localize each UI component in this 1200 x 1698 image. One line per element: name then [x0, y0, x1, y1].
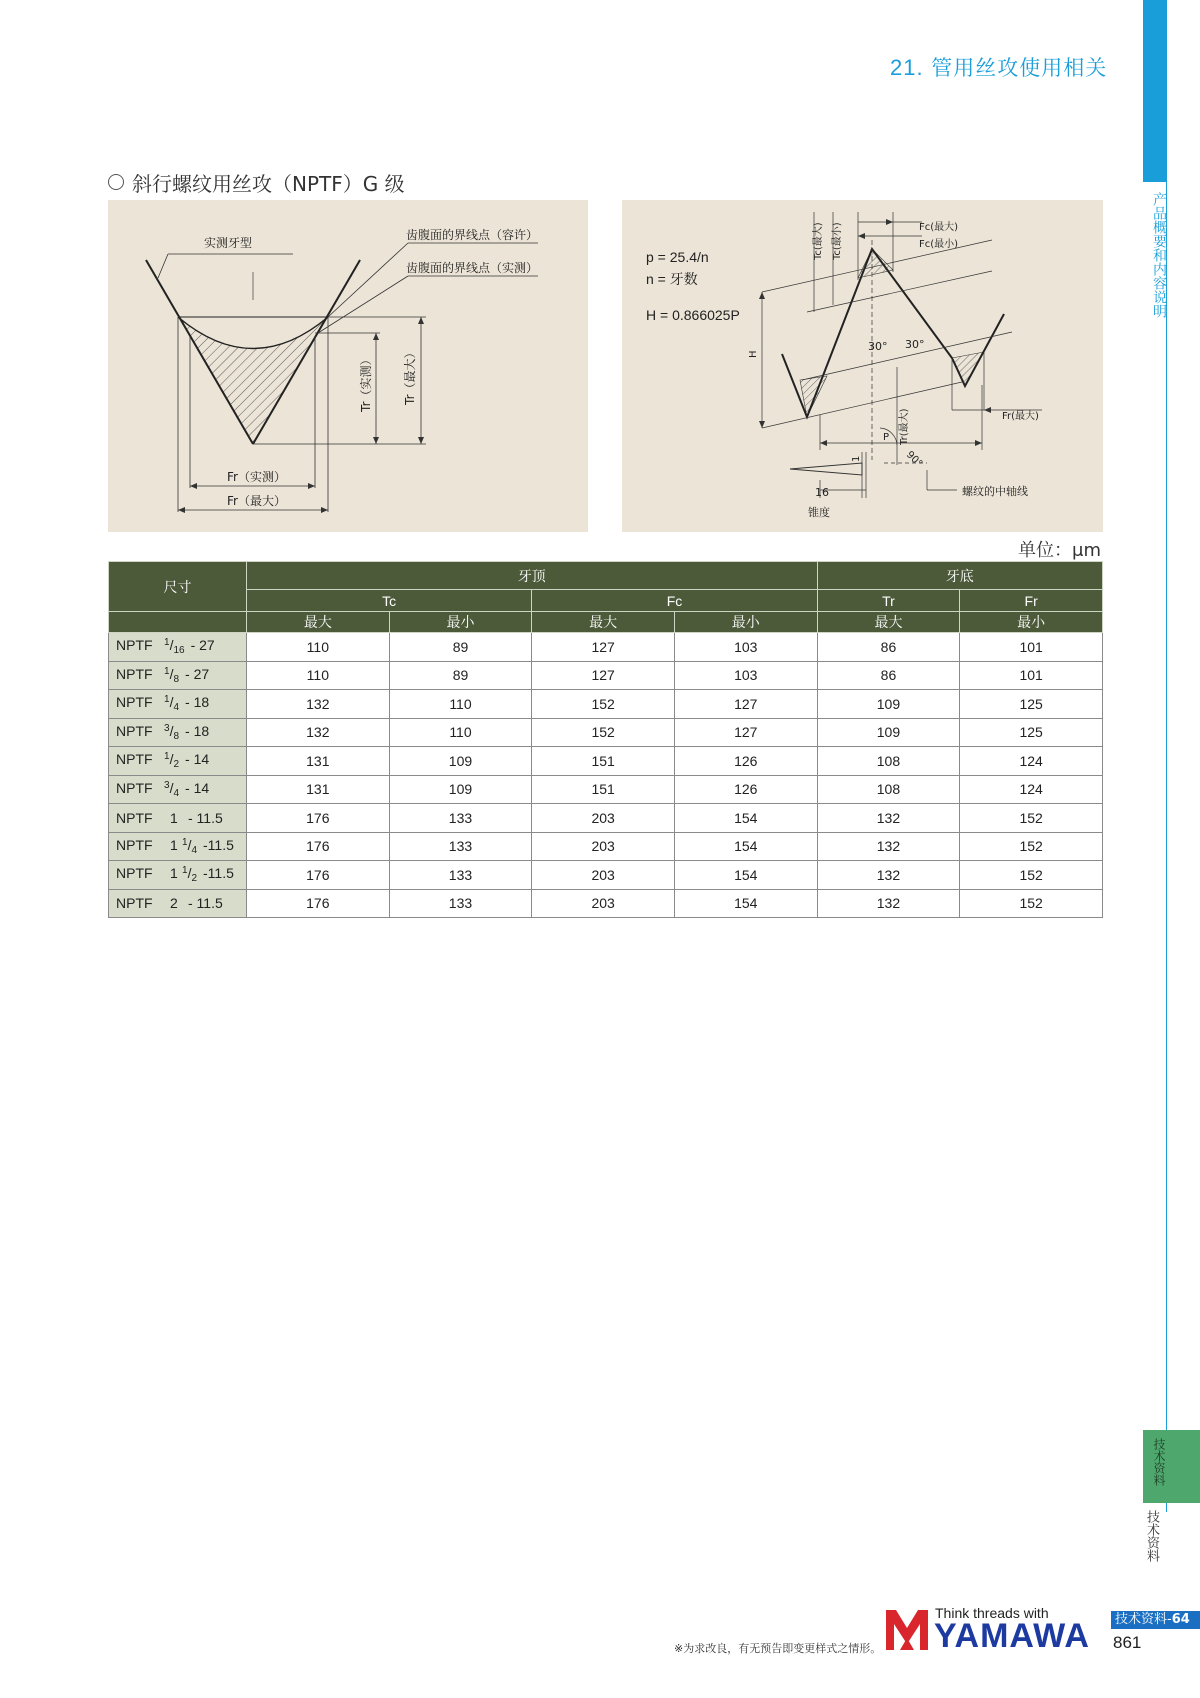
fraction-slash: / — [169, 779, 174, 796]
size-tpi: -11.5 — [203, 836, 234, 853]
size-cell — [109, 690, 247, 719]
chapter-title — [890, 52, 1107, 82]
value-cell-fc-max: 203 — [532, 832, 675, 861]
page-tag — [1111, 1611, 1200, 1629]
size-numerator: 1 — [182, 865, 188, 877]
size-denominator: 16 — [173, 645, 185, 657]
size-prefix: NPTF — [116, 637, 153, 654]
value-cell-fr-min: 124 — [960, 775, 1103, 804]
value-cell-fc-max: 152 — [532, 718, 675, 747]
chapter-number: 21. — [890, 55, 924, 80]
value-cell-fr-min: 125 — [960, 718, 1103, 747]
fraction-slash: / — [169, 694, 174, 711]
value-cell-tc-max: 132 — [247, 690, 390, 719]
size-prefix: NPTF — [116, 895, 153, 912]
header-tr-max: 最大 — [817, 612, 960, 633]
size-tpi: - 14 — [185, 779, 210, 796]
size-cell — [109, 747, 247, 776]
value-cell-fr-min: 152 — [960, 832, 1103, 861]
diagram-tapered-thread — [622, 200, 1103, 532]
value-cell-fr-min: 124 — [960, 747, 1103, 776]
size-whole: 2 — [170, 895, 178, 912]
fraction-slash: / — [169, 751, 174, 768]
sidebar-divider-line — [1166, 182, 1167, 1512]
size-tpi: -11.5 — [203, 865, 234, 882]
value-cell-fc-max: 151 — [532, 747, 675, 776]
size-prefix: NPTF — [116, 722, 153, 739]
size-denominator: 4 — [173, 787, 180, 799]
value-cell-fc-min: 103 — [674, 633, 817, 662]
brand-name: YAMAWA — [934, 1617, 1090, 1655]
size-numerator: 1 — [164, 694, 170, 706]
label-taper: 锥度 — [808, 506, 830, 519]
value-cell-tc-max: 176 — [247, 804, 390, 833]
formula-p: p = 25.4/n — [646, 249, 709, 265]
table-row — [109, 832, 1103, 861]
value-cell-tc-max: 131 — [247, 775, 390, 804]
size-numerator: 1 — [182, 836, 188, 848]
size-tpi: - 18 — [185, 694, 210, 711]
chapter-title-text: 管用丝攻使用相关 — [931, 56, 1108, 80]
value-cell-tr-max: 132 — [817, 804, 960, 833]
value-cell-tc-min: 110 — [389, 718, 532, 747]
label-fr-max-right: Fr(最大) — [1002, 411, 1039, 422]
label-fc-min: Fc(最小) — [919, 239, 959, 250]
value-cell-fc-max: 203 — [532, 861, 675, 890]
value-cell-fc-min: 154 — [674, 889, 817, 918]
size-cell — [109, 775, 247, 804]
table-row — [109, 718, 1103, 747]
page-tag-number: 64 — [1171, 1612, 1190, 1627]
size-cell — [109, 661, 247, 690]
label-boundary-actual: 齿腹面的界线点（实测） — [406, 261, 539, 275]
size-cell — [109, 889, 247, 918]
size-cell — [109, 861, 247, 890]
value-cell-fc-max: 203 — [532, 804, 675, 833]
value-cell-tc-min: 110 — [389, 690, 532, 719]
value-cell-tr-max: 86 — [817, 661, 960, 690]
size-denominator: 2 — [173, 759, 180, 771]
value-cell-fr-min: 152 — [960, 861, 1103, 890]
formula-n: n = 牙数 — [646, 271, 698, 287]
value-cell-tc-min: 133 — [389, 832, 532, 861]
value-cell-fr-min: 101 — [960, 633, 1103, 662]
size-tpi: - 14 — [185, 751, 210, 768]
size-numerator: 1 — [164, 665, 170, 677]
fraction-slash: / — [169, 665, 174, 682]
sidebar-accent-bar — [1143, 0, 1167, 182]
size-prefix: NPTF — [116, 779, 153, 796]
value-cell-fc-min: 154 — [674, 832, 817, 861]
value-cell-tc-min: 133 — [389, 804, 532, 833]
size-prefix: NPTF — [116, 694, 153, 711]
table-body — [109, 633, 1103, 918]
value-cell-fc-min: 127 — [674, 690, 817, 719]
label-thread-axis: 螺纹的中轴线 — [962, 485, 1028, 498]
header-fr-min: 最小 — [960, 612, 1103, 633]
value-cell-fc-min: 126 — [674, 775, 817, 804]
value-cell-fc-max: 127 — [532, 661, 675, 690]
value-cell-tr-max: 108 — [817, 747, 960, 776]
label-fc-max: Fc(最大) — [919, 222, 959, 233]
header-tr: Tr — [817, 590, 960, 612]
table-row — [109, 690, 1103, 719]
size-cell — [109, 718, 247, 747]
label-tr-max-right: Tr(最大) — [899, 408, 910, 445]
size-numerator: 3 — [164, 779, 170, 791]
table-row — [109, 633, 1103, 662]
size-denominator: 4 — [173, 702, 180, 714]
size-cell — [109, 832, 247, 861]
size-prefix: NPTF — [116, 665, 153, 682]
value-cell-tr-max: 132 — [817, 832, 960, 861]
value-cell-tr-max: 109 — [817, 690, 960, 719]
fraction-slash: / — [169, 722, 174, 739]
table-row — [109, 804, 1103, 833]
value-cell-tc-min: 89 — [389, 661, 532, 690]
section-title-text: 斜行螺纹用丝攻（NPTF）G 级 — [132, 172, 405, 196]
value-cell-tc-min: 109 — [389, 747, 532, 776]
value-cell-fc-max: 151 — [532, 775, 675, 804]
size-prefix: NPTF — [116, 836, 153, 853]
size-whole: 1 — [170, 836, 178, 853]
table-row — [109, 775, 1103, 804]
value-cell-tr-max: 109 — [817, 718, 960, 747]
value-cell-fc-min: 154 — [674, 861, 817, 890]
value-cell-tr-max: 132 — [817, 861, 960, 890]
value-cell-fc-max: 127 — [532, 633, 675, 662]
page-number: 861 — [1113, 1633, 1142, 1652]
fraction-slash: / — [187, 865, 192, 882]
footer-note: ※为求改良，有无预告即变更样式之情形。 — [674, 1642, 882, 1655]
section-title — [108, 168, 405, 197]
value-cell-fr-min: 152 — [960, 889, 1103, 918]
value-cell-fc-min: 126 — [674, 747, 817, 776]
label-fr-max: Fr（最大） — [227, 494, 286, 508]
thread-profile-svg — [108, 200, 588, 532]
size-whole: 1 — [170, 865, 178, 882]
label-actual-profile: 实测牙型 — [204, 236, 253, 250]
size-denominator: 8 — [173, 730, 180, 742]
label-taper-run: 16 — [815, 486, 829, 499]
size-prefix: NPTF — [116, 809, 153, 826]
value-cell-tc-min: 89 — [389, 633, 532, 662]
size-numerator: 1 — [164, 637, 170, 649]
tapered-thread-svg — [622, 200, 1103, 532]
value-cell-tc-max: 110 — [247, 633, 390, 662]
table-row — [109, 861, 1103, 890]
fraction-slash: / — [187, 836, 192, 853]
sidebar-tech-tab-label[interactable]: 技术资料 — [1152, 1438, 1166, 1486]
value-cell-fc-max: 203 — [532, 889, 675, 918]
value-cell-fc-min: 154 — [674, 804, 817, 833]
value-cell-fr-min: 125 — [960, 690, 1103, 719]
nptf-spec-table — [108, 561, 1103, 918]
label-tr-actual: Tr（实测） — [359, 353, 373, 412]
header-root: 牙底 — [817, 562, 1102, 590]
header-tc: Tc — [247, 590, 532, 612]
unit-label: 单位：μm — [1018, 540, 1101, 561]
page-tag-prefix: 技术资料- — [1115, 1612, 1172, 1627]
value-cell-fr-min: 152 — [960, 804, 1103, 833]
value-cell-tr-max: 86 — [817, 633, 960, 662]
header-crest: 牙顶 — [247, 562, 818, 590]
value-cell-tr-max: 132 — [817, 889, 960, 918]
size-cell — [109, 804, 247, 833]
label-90-degree: 90° — [903, 449, 925, 470]
header-tc-max: 最大 — [247, 612, 390, 633]
label-angle-right: 30° — [905, 338, 925, 351]
fraction-slash: / — [169, 637, 174, 654]
header-fr: Fr — [960, 590, 1103, 612]
value-cell-fc-max: 152 — [532, 690, 675, 719]
value-cell-tc-min: 109 — [389, 775, 532, 804]
header-tc-min: 最小 — [389, 612, 532, 633]
value-cell-tc-min: 133 — [389, 861, 532, 890]
value-cell-tc-min: 133 — [389, 889, 532, 918]
value-cell-fc-min: 103 — [674, 661, 817, 690]
value-cell-tc-max: 176 — [247, 832, 390, 861]
size-whole: 1 — [170, 809, 178, 826]
label-p: P — [883, 432, 890, 443]
sidebar-tech-label: 技术资料 — [1144, 1510, 1159, 1562]
size-denominator: 4 — [191, 844, 198, 856]
header-size-blank — [109, 612, 247, 633]
label-tr-max: Tr（最大） — [403, 346, 417, 405]
value-cell-tc-max: 110 — [247, 661, 390, 690]
value-cell-fc-min: 127 — [674, 718, 817, 747]
value-cell-tc-max: 131 — [247, 747, 390, 776]
header-fc-max: 最大 — [532, 612, 675, 633]
header-fc: Fc — [532, 590, 817, 612]
value-cell-fr-min: 101 — [960, 661, 1103, 690]
value-cell-tc-max: 176 — [247, 861, 390, 890]
size-prefix: NPTF — [116, 751, 153, 768]
formula-h: H = 0.866025P — [646, 307, 740, 323]
yamawa-logo-icon — [884, 1606, 930, 1652]
size-numerator: 3 — [164, 722, 170, 734]
header-size: 尺寸 — [109, 562, 247, 612]
label-tc-max: Tc(最大) — [813, 222, 824, 260]
table-row — [109, 747, 1103, 776]
label-taper-rise: 1 — [851, 455, 862, 462]
label-boundary-tolerance: 齿腹面的界线点（容许） — [406, 228, 539, 242]
size-tpi: - 11.5 — [188, 895, 223, 912]
size-tpi: - 18 — [185, 722, 210, 739]
table-row — [109, 889, 1103, 918]
value-cell-tc-max: 132 — [247, 718, 390, 747]
label-tc-min: Tc(最小) — [832, 222, 843, 260]
sidebar-product-overview[interactable]: 产品概要和内容说明 — [1151, 192, 1167, 318]
size-tpi: - 27 — [190, 637, 215, 654]
circle-bullet-icon — [108, 174, 124, 190]
size-tpi: - 11.5 — [188, 809, 223, 826]
logo-slogan: Think threads with — [935, 1605, 1049, 1621]
label-angle-left: 30° — [868, 340, 888, 353]
size-denominator: 2 — [191, 873, 198, 885]
table-row — [109, 661, 1103, 690]
label-h: H — [748, 350, 759, 358]
size-prefix: NPTF — [116, 865, 153, 882]
size-denominator: 8 — [173, 673, 180, 685]
size-cell — [109, 633, 247, 662]
value-cell-tc-max: 176 — [247, 889, 390, 918]
size-tpi: - 27 — [185, 665, 210, 682]
diagram-thread-profile — [108, 200, 588, 532]
value-cell-tr-max: 108 — [817, 775, 960, 804]
size-numerator: 1 — [164, 751, 170, 763]
label-fr-actual: Fr（实测） — [227, 470, 286, 484]
header-fc-min: 最小 — [674, 612, 817, 633]
